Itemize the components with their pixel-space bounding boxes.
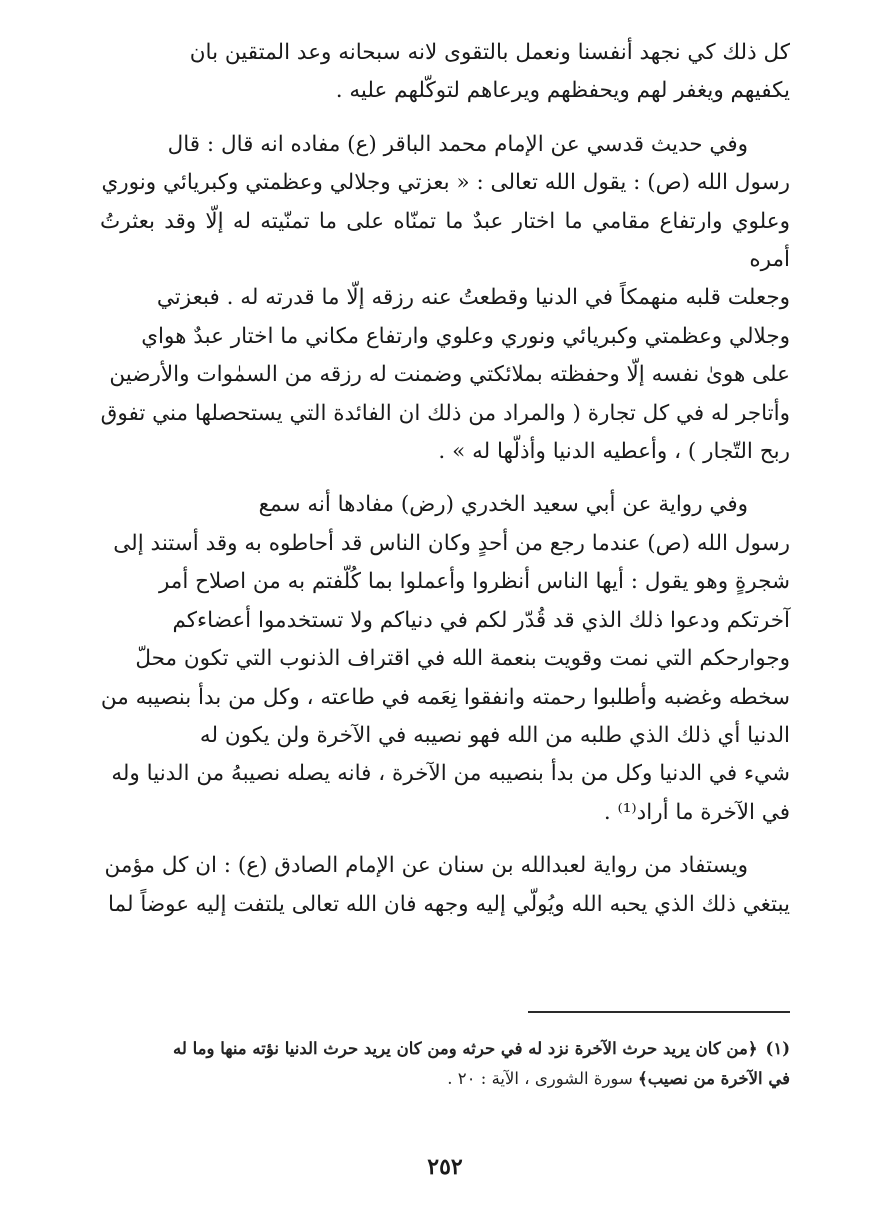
text-line: يبتغي ذلك الذي يحبه الله ويُولّي إليه وجهه فان الله تعالى يلتفت إليه عوضاً لما	[107, 891, 790, 917]
book-page	[100, 34, 790, 1184]
footnote-divider	[528, 1011, 790, 1013]
paragraph-4	[100, 847, 790, 924]
text-line: وفي حديث قدسي عن الإمام محمد الباقر (ع) مفاده انه قال : قال	[167, 131, 748, 157]
main-text	[100, 34, 790, 924]
text-line: شيء في الدنيا وكل من بدأ بنصيبه من الآخرة ، فانه يصله نصيبهُ من الدنيا وله	[111, 761, 790, 787]
paragraph-3	[100, 486, 790, 832]
footnote-quote-line-2: في الآخرة من نصيب﴾	[638, 1069, 790, 1088]
text-line: الدنيا أي ذلك الذي طلبه من الله فهو نصيبه في الآخرة ولن يكون له	[199, 722, 790, 748]
paragraph-1	[100, 34, 790, 111]
text-line: ويستفاد من رواية لعبدالله بن سنان عن الإمام الصادق (ع) : ان كل مؤمن	[104, 853, 748, 879]
text-line: في الآخرة ما أراد⁽¹⁾ .	[603, 799, 790, 825]
paragraph-2	[100, 126, 790, 472]
footnote-quote-line-1: ﴿من كان يريد حرث الآخرة نزد له في حرثه ومن كان يريد حرث الدنيا نؤته منها وما له	[173, 1039, 758, 1058]
text-line: شجرةٍ وهو يقول : أيها الناس أنظروا وأعملوا بما كُلّفتم به من اصلاح أمر	[158, 569, 790, 595]
text-line: يكفيهم ويغفر لهم ويحفظهم ويرعاهم لتوكّلهم عليه .	[335, 78, 790, 104]
text-line: رسول الله (ص) عندما رجع من أحدٍ وكان الناس قد أحاطوه به وقد أستند إلى	[113, 530, 790, 556]
text-line: كل ذلك كي نجهد أنفسنا ونعمل بالتقوى لانه سبحانه وعد المتقين بان	[189, 40, 790, 65]
footnote-marker: (١)	[765, 1039, 790, 1058]
text-line: وجوارحكم التي نمت وقويت بنعمة الله في اقتراف الذنوب التي تكون محلّ	[135, 646, 790, 672]
text-line: وفي رواية عن أبي سعيد الخدري (رض) مفادها أنه سمع	[258, 492, 748, 518]
text-line: ربح التّجار ) ، وأعطيه الدنيا وأذلّها له » .	[438, 439, 790, 465]
text-line: على هوىٰ نفسه إلّا وحفظته بملائكتي وضمنت له رزقه من السمٰوات والأرضين	[109, 362, 790, 388]
text-line: آخرتكم ودعوا ذلك الذي قد قُدّر لكم في دنياكم ولا تستخدموا أعضاءكم	[172, 607, 790, 633]
text-line: وجعلت قلبه منهمكاً في الدنيا وقطعتُ عنه رزقه إلّا ما قدرته له . فبعزتي	[156, 285, 790, 311]
text-line: سخطه وغضبه وأطلبوا رحمته وانفقوا نِعَمه في طاعته ، وكل من بدأ بنصيبه من	[100, 684, 790, 710]
text-line: رسول الله (ص) : يقول الله تعالى : « بعزتي وجلالي وعظمتي وكبريائي ونوري	[101, 170, 790, 196]
text-line: وجلالي وعظمتي وكبريائي ونوري وعلوي وارتفاع مكاني ما اختار عبدٌ هواي	[141, 323, 790, 349]
footnote-source: سورة الشورى ، الآية : ٢٠ .	[447, 1069, 639, 1088]
text-line: وأتاجر له في كل تجارة ( والمراد من ذلك ان الفائدة التي يستحصلها مني تفوق	[100, 400, 790, 426]
page-number: ٢٥٢	[427, 1154, 463, 1180]
text-line: وعلوي وارتفاع مقامي ما اختار عبدٌ ما تمنّاه على ما تمنّيته له إلّا وقد بعثرتُ أمره	[100, 208, 790, 273]
footnote	[100, 1034, 790, 1094]
